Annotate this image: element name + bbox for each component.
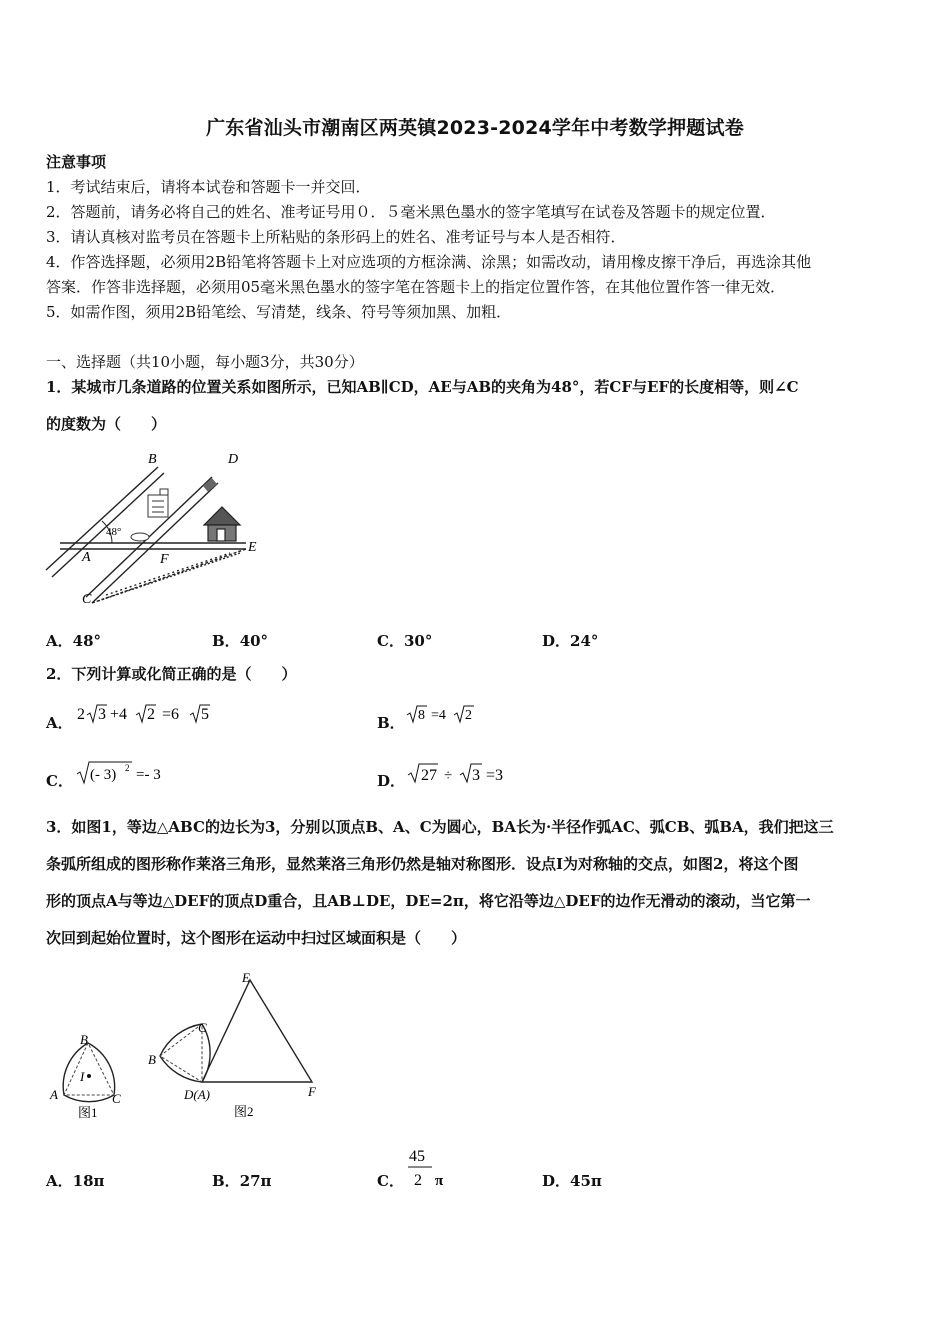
svg-text:2: 2 bbox=[147, 706, 155, 723]
question-1-figure bbox=[40, 445, 270, 610]
q2-option-b-label: B． bbox=[377, 714, 405, 732]
fig-angle-label: 48° bbox=[106, 526, 122, 538]
notice-item: 3．请认真核对监考员在答题卡上所粘贴的条形码上的姓名、准考证号与本人是否相符． bbox=[46, 228, 626, 246]
question-3-stem-cont: 次回到起始位置时，这个图形在运动中扫过区域面积是（ ） bbox=[46, 929, 467, 947]
fig-label-F: F bbox=[160, 552, 169, 567]
question-3-stem: 3．如图1，等边△ABC的边长为3，分别以顶点B、A、C为圆心，BA长为·半径作弧AC、弧CB、弧BA，我们把这三 bbox=[46, 818, 834, 836]
svg-text:B: B bbox=[80, 1032, 88, 1047]
q2-option-c-label: C． bbox=[46, 772, 73, 790]
svg-text:π: π bbox=[435, 1173, 444, 1189]
fig-label-B: B bbox=[148, 452, 157, 467]
svg-text:2: 2 bbox=[414, 1172, 422, 1189]
q2-option-d-label: D． bbox=[377, 772, 406, 790]
question-3-stem-cont: 形的顶点A与等边△DEF的顶点D重合，且AB⊥DE，DE=2π，将它沿等边△DEF的边作无滑动的滚动，当它第一 bbox=[46, 892, 811, 910]
svg-text:=6: =6 bbox=[162, 706, 180, 723]
svg-text:F: F bbox=[308, 1084, 316, 1099]
question-3-stem-cont: 条弧所组成的图形称作莱洛三角形，显然莱洛三角形仍然是轴对称图形．设点I为对称轴的交点，如图2，将这个图 bbox=[46, 855, 799, 873]
fig-label-A: A bbox=[82, 550, 91, 565]
question-2-stem: 2．下列计算或化简正确的是（ ） bbox=[46, 665, 297, 683]
svg-text:(- 3): (- 3) bbox=[90, 767, 117, 783]
svg-text:2: 2 bbox=[125, 763, 130, 773]
notice-item: 答案．作答非选择题，必须用05毫米黑色墨水的签字笔在答题卡上的指定位置作答，在其他位置作答一律无效． bbox=[46, 278, 786, 296]
svg-text:3: 3 bbox=[98, 706, 106, 723]
svg-text:A: A bbox=[50, 1087, 58, 1102]
svg-text:45: 45 bbox=[409, 1148, 425, 1165]
question-1-stem: 1．某城市几条道路的位置关系如图所示，已知AB∥CD，AE与AB的夹角为48°，若CF与EF的长度相等，则∠C bbox=[46, 378, 799, 396]
question-1-stem-cont: 的度数为（ ） bbox=[46, 415, 167, 433]
q3-option-c-label: C． bbox=[377, 1172, 404, 1190]
svg-text:3: 3 bbox=[472, 767, 480, 784]
notice-heading: 注意事项 bbox=[46, 153, 107, 171]
svg-text:I: I bbox=[80, 1069, 85, 1084]
fig-label-D: D bbox=[228, 452, 239, 467]
svg-text:2: 2 bbox=[77, 706, 85, 723]
svg-text:8: 8 bbox=[418, 708, 425, 723]
svg-text:C: C bbox=[112, 1091, 121, 1106]
svg-text:E: E bbox=[242, 970, 250, 985]
q1-option-d: D．24° bbox=[542, 632, 599, 650]
svg-text:D(A): D(A) bbox=[184, 1087, 210, 1102]
svg-text:图1: 图1 bbox=[78, 1105, 98, 1120]
q2-option-c-formula bbox=[74, 758, 194, 786]
svg-text:27: 27 bbox=[421, 767, 437, 784]
svg-text:÷: ÷ bbox=[444, 768, 453, 784]
svg-text:=4: =4 bbox=[431, 708, 446, 723]
q2-option-b-formula bbox=[404, 702, 494, 726]
notice-item: 4．作答选择题，必须用2B铅笔将答题卡上对应选项的方框涂满、涂黑；如需改动，请用橡皮擦干净后，再选涂其他 bbox=[46, 253, 812, 271]
q3-option-b: B．27π bbox=[212, 1172, 272, 1190]
svg-text:+4: +4 bbox=[110, 706, 128, 723]
section-heading: 一、选择题（共10小题，每小题3分，共30分） bbox=[46, 353, 364, 371]
q2-option-a-label: A． bbox=[46, 714, 73, 732]
notice-item: 2．答题前，请务必将自己的姓名、准考证号用０．５毫米黑色墨水的签字笔填写在试卷及答题卡的规定位置． bbox=[46, 203, 776, 221]
q1-option-a: A．48° bbox=[46, 632, 102, 650]
svg-text:C: C bbox=[198, 1020, 207, 1035]
fig-label-E: E bbox=[248, 540, 257, 555]
exam-title: 广东省汕头市潮南区两英镇2023-2024学年中考数学押题试卷 bbox=[206, 117, 744, 139]
fig-label-C: C bbox=[82, 592, 92, 607]
q1-option-c: C．30° bbox=[377, 632, 433, 650]
svg-text:5: 5 bbox=[201, 706, 209, 723]
svg-text:B: B bbox=[148, 1052, 156, 1067]
q3-option-c-fraction bbox=[404, 1142, 454, 1194]
svg-text:=3: =3 bbox=[486, 767, 504, 784]
q1-option-b: B．40° bbox=[212, 632, 269, 650]
notice-item: 5．如需作图，须用2B铅笔绘、写清楚，线条、符号等须加黑、加粗． bbox=[46, 303, 512, 321]
q3-option-d: D．45π bbox=[542, 1172, 602, 1190]
svg-text:图2: 图2 bbox=[234, 1104, 254, 1119]
q3-option-a: A．18π bbox=[46, 1172, 105, 1190]
notice-item: 1．考试结束后，请将本试卷和答题卡一并交回． bbox=[46, 178, 371, 196]
svg-text:2: 2 bbox=[465, 708, 472, 723]
question-3-figure-1 bbox=[44, 1025, 134, 1125]
question-3-figure-2 bbox=[144, 966, 324, 1126]
q2-option-d-formula bbox=[404, 760, 524, 786]
svg-text:=- 3: =- 3 bbox=[136, 767, 161, 783]
q2-option-a-formula bbox=[74, 700, 224, 726]
